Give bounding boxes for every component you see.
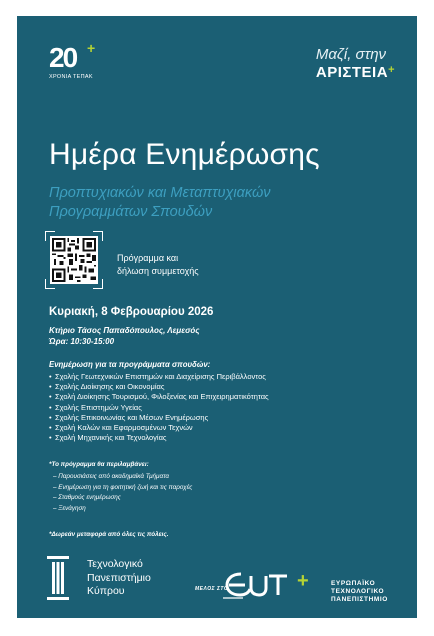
programme-heading: *Το πρόγραμμα θα περιλαμβάνει: (49, 461, 149, 468)
qr-label-line2: δήλωση συμμετοχής (117, 266, 199, 276)
transport-note: *Δωρεάν μεταφορά από όλες τις πόλεις. (49, 531, 169, 538)
slogan (316, 46, 395, 81)
university-line1: Τεχνολογικό (87, 558, 143, 570)
slogan-line1: Μαζί, στην (315, 46, 387, 63)
tepak-logo (47, 556, 69, 600)
university-name (87, 558, 151, 599)
list-item: – Παρουσιάσεις από ακαδημαϊκά Τμήματα (53, 473, 169, 480)
info-day-poster (17, 16, 417, 618)
subtitle-line2: Προγραμμάτων Σπουδών (49, 204, 213, 220)
plus-icon: + (388, 64, 395, 76)
list-item: • Σχολή Καλών και Εφαρμοσμένων Τεχνών (49, 423, 193, 433)
page-title: Ημέρα Ενημέρωσης (49, 138, 320, 171)
eut-line1: ΕΥΡΩΠΑΪΚΟ (331, 580, 376, 587)
university-line3: Κύπρου (87, 585, 125, 597)
slogan-line2 (316, 64, 395, 81)
event-venue: Κτήριο Τάσος Παπαδόπουλος, Λεμεσός (49, 326, 200, 335)
page-subtitle (49, 184, 271, 222)
list-item: • Σχολής Γεωτεχνικών Επιστημών και Διαχείρισης Περιβάλλοντος (49, 372, 266, 381)
list-item: • Σχολής Επιστημών Υγείας (49, 402, 142, 412)
anniversary-caption: ΧΡΟΝΙΑ ΤΕΠΑΚ (49, 74, 93, 80)
list-item: • Σχολής Επικοινωνίας και Μέσων Ενημέρωσης (49, 412, 209, 422)
qr-label-line1: Πρόγραμμα και (117, 253, 179, 263)
plus-icon: + (87, 40, 96, 56)
member-label: ΜΕΛΟΣ ΣΤΟ (195, 586, 229, 592)
event-date: Κυριακή, 8 Φεβρουαρίου 2026 (49, 306, 214, 318)
qr-code-block[interactable] (45, 231, 103, 289)
anniversary-logo (49, 40, 99, 102)
anniversary-number: 20 (49, 42, 77, 73)
list-item: – Ενημέρωση για τη φοιτητική ζωή και τις παροχές (53, 483, 193, 491)
programme-list (53, 472, 192, 514)
list-item: • Σχολή Μηχανικής και Τεχνολογίας (49, 433, 167, 443)
schools-list (49, 372, 269, 443)
qr-code-icon[interactable] (50, 236, 98, 284)
qr-label (117, 252, 199, 278)
eut-line2: ΤΕΧΝΟΛΟΓΙΚΟ (331, 588, 385, 596)
eut-name (331, 580, 388, 605)
list-item: – Σταθμούς ενημέρωσης (53, 494, 121, 502)
eut-plus-icon: + (297, 570, 309, 592)
list-item: • Σχολή Διοίκησης Τουρισμού, Φιλοξενίας και Επιχειρηματικότητας (49, 392, 269, 402)
list-item: • Σχολής Διοίκησης και Οικονομίας (49, 382, 165, 392)
university-line2: Πανεπιστήμιο (87, 571, 151, 584)
eut-line3: ΠΑΝΕΠΙΣΤΗΜΙΟ (331, 596, 388, 604)
list-item: – Ξενάγηση (53, 504, 86, 512)
slogan-word: ΑΡΙΣΤΕΙΑ (315, 64, 389, 81)
eut-plus-logo (223, 566, 293, 600)
schools-heading: Ενημέρωση για τα προγράμματα σπουδών: (49, 360, 211, 369)
event-time: Ώρα: 10:30-15:00 (49, 337, 115, 346)
subtitle-line1: Προπτυχιακών και Μεταπτυχιακών (49, 185, 271, 201)
